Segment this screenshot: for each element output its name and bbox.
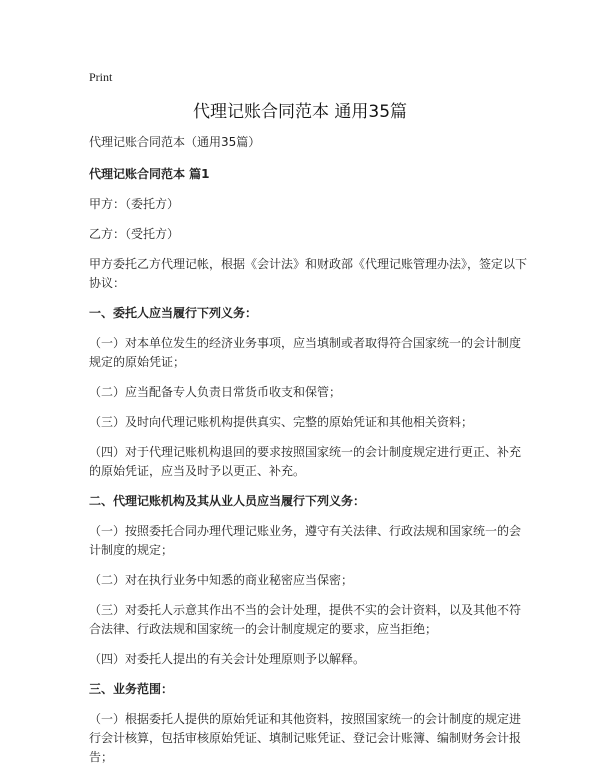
party-b-line: 乙方：（受托方）	[89, 227, 180, 241]
section-3-item: （一）根据委托人提供的原始凭证和其他资料，按照国家统一的会计制度的规定进行会计核算，包括审核原始凭证、填制记账凭证、登记会计账簿、编制财务会计报告；	[89, 712, 522, 764]
document-title: 代理记账合同范本 通用35篇	[192, 102, 408, 122]
print-link[interactable]: Print	[89, 70, 113, 84]
section-2-item: （三）对委托人示意其作出不当的会计处理，提供不实的会计资料，以及其他不符合法律、行政法规和国家统一的会计制度规定的要求，应当拒绝；	[89, 603, 522, 636]
section-1-heading: 一、委托人应当履行下列义务：	[89, 306, 258, 320]
section-2-heading: 二、代理记账机构及其从业人员应当履行下列义务：	[89, 494, 366, 508]
section-3-heading: 三、业务范围：	[89, 682, 174, 696]
section-2-item: （一）按照委托合同办理代理记账业务，遵守有关法律、行政法规和国家统一的会计制度的规定；	[89, 524, 522, 557]
section-2-item: （四）对委托人提出的有关会计处理原则予以解释。	[89, 652, 366, 666]
chapter-title: 代理记账合同范本 篇1	[89, 167, 210, 181]
document-subtitle: 代理记账合同范本（通用35篇）	[89, 135, 261, 149]
section-1-item: （一）对本单位发生的经济业务事项，应当填制或者取得符合国家统一的会计制度规定的原始凭证；	[89, 336, 522, 369]
section-1-item: （四）对于代理记账机构退回的要求按照国家统一的会计制度规定进行更正、补充的原始凭证，应当及时予以更正、补充。	[89, 445, 522, 478]
intro-paragraph: 甲方委托乙方代理记帐，根据《会计法》和财政部《代理记账管理办法》，签定以下协议：	[89, 257, 528, 290]
section-1-item: （三）及时向代理记账机构提供真实、完整的原始凭证和其他相关资料；	[89, 415, 474, 429]
document-body	[89, 133, 529, 778]
party-a-line: 甲方：（委托方）	[89, 197, 180, 211]
section-2-item: （二）对在执行业务中知悉的商业秘密应当保密；	[89, 573, 354, 587]
section-1-item: （二）应当配备专人负责日常货币收支和保管；	[89, 385, 342, 399]
